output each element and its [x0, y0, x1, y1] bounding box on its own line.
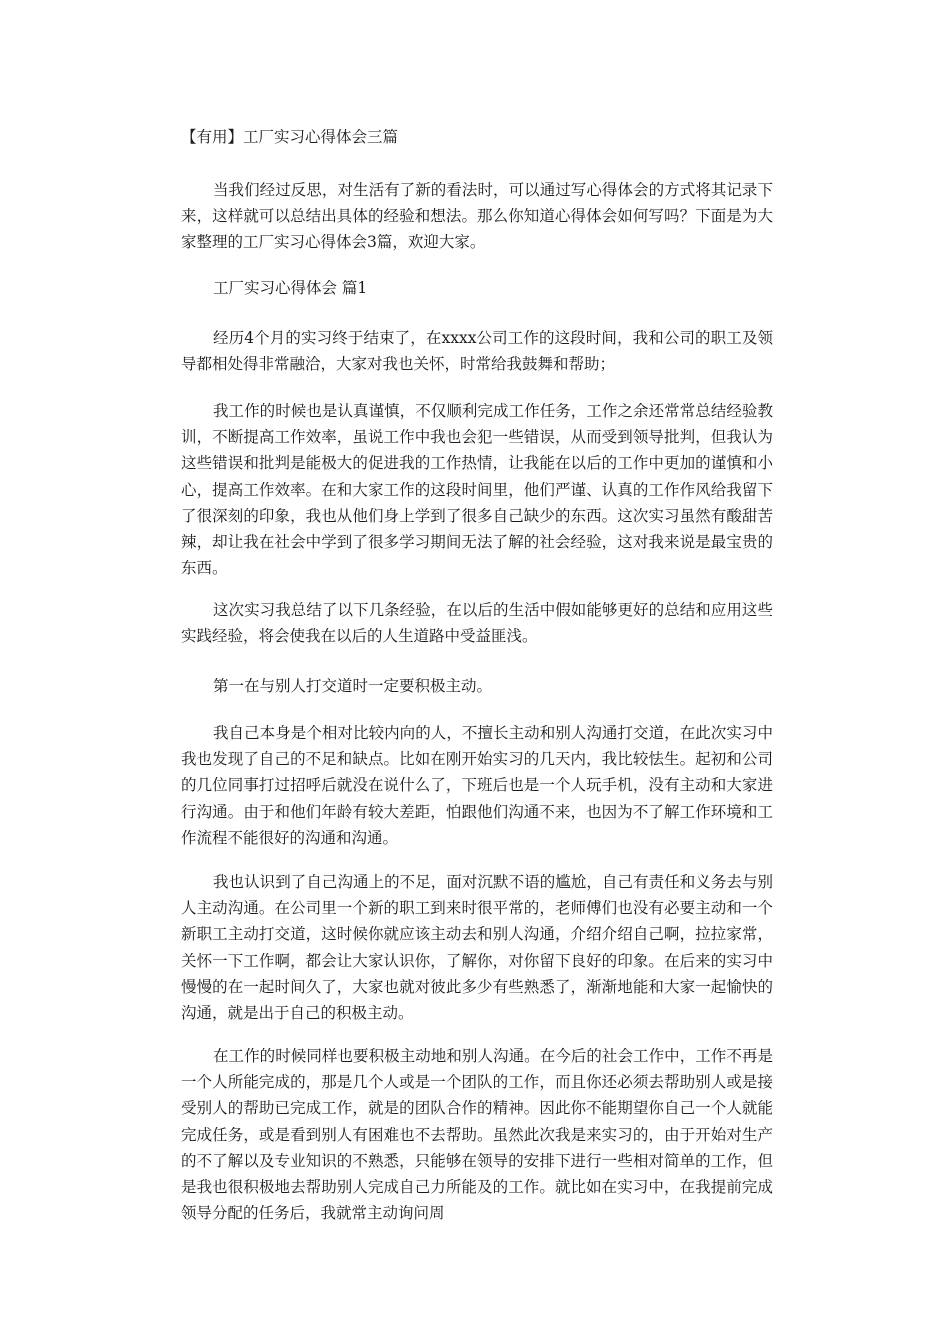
body-paragraph: 这次实习我总结了以下几条经验，在以后的生活中假如能够更好的总结和应用这些实践经验，将会使我在以后的人生道路中受益匪浅。 [181, 601, 773, 646]
body-paragraph: 我工作的时候也是认真谨慎，不仅顺利完成工作任务，工作之余还常常总结经验教训，不断提高工作效率，虽说工作中我也会犯一些错误，从而受到领导批判，但我认为这些错误和批判是能极大的促进我的工作热情，让我能在以后的工作中更加的谨慎和小心，提高工作效率。在和大家工作的这段时间里，他们严谨、认真的工作作风给我留下了很深刻的印象，我也从他们身上学到了很多自己缺少的东西。这次实习虽然有酸甜苦辣，却让我在社会中学到了很多学习期间无法了解的社会经验，这对我来说是最宝贵的东西。 [181, 402, 773, 578]
body-paragraph: 我自己本身是个相对比较内向的人，不擅长主动和别人沟通打交道，在此次实习中我也发现了自己的不足和缺点。比如在刚开始实习的几天内，我比较怯生。起初和公司的几位同事打过招呼后就没在说什么了，下班后也是一个人玩手机，没有主动和大家进行沟通。由于和他们年龄有较大差距，怕跟他们沟通不来，也因为不了解工作环境和工作流程不能很好的沟通和沟通。 [181, 724, 773, 847]
body-paragraph: 我也认识到了自己沟通上的不足，面对沉默不语的尴尬，自己有责任和义务去与别人主动沟通。在公司里一个新的职工到来时很平常的，老师傅们也没有必要主动和一个新职工主动打交道，这时候你就应该主动去和别人沟通，介绍介绍自己啊，拉拉家常，关怀一下工作啊，都会让大家认识你，了解你，对你留下良好的印象。在后来的实习中慢慢的在一起时间久了，大家也就对彼此多少有些熟悉了，渐渐地能和大家一起愉快的沟通，就是出于自己的积极主动。 [181, 873, 773, 1023]
section-heading: 工厂实习心得体会 篇1 [213, 279, 368, 297]
body-paragraph: 在工作的时候同样也要积极主动地和别人沟通。在今后的社会工作中，工作不再是一个人所能完成的，那是几个人或是一个团队的工作，而且你还必须去帮助别人或是接受别人的帮助已完成工作，就是的团队合作的精神。因此你不能期望你自己一个人就能完成任务，或是看到别人有困难也不去帮助。虽然此次我是来实习的，由于开始对生产的不了解以及专业知识的不熟悉，只能够在领导的安排下进行一些相对简单的工作，但是我也很积极地去帮助别人完成自己力所能及的工作。就比如在实习中，在我提前完成领导分配的任务后，我就常主动询问周 [181, 1047, 773, 1223]
body-paragraph-subheading: 第一在与别人打交道时一定要积极主动。 [213, 677, 493, 695]
intro-paragraph: 当我们经过反思，对生活有了新的看法时，可以通过写心得体会的方式将其记录下来，这样就可以总结出具体的经验和想法。那么你知道心得体会如何写吗？下面是为大家整理的工厂实习心得体会3篇，欢迎大家。 [181, 181, 773, 252]
body-paragraph: 经历4个月的实习终于结束了，在xxxx公司工作的这段时间，我和公司的职工及领导都相处得非常融洽，大家对我也关怀，时常给我鼓舞和帮助； [181, 329, 773, 374]
document-title: 【有用】工厂实习心得体会三篇 [181, 128, 399, 146]
